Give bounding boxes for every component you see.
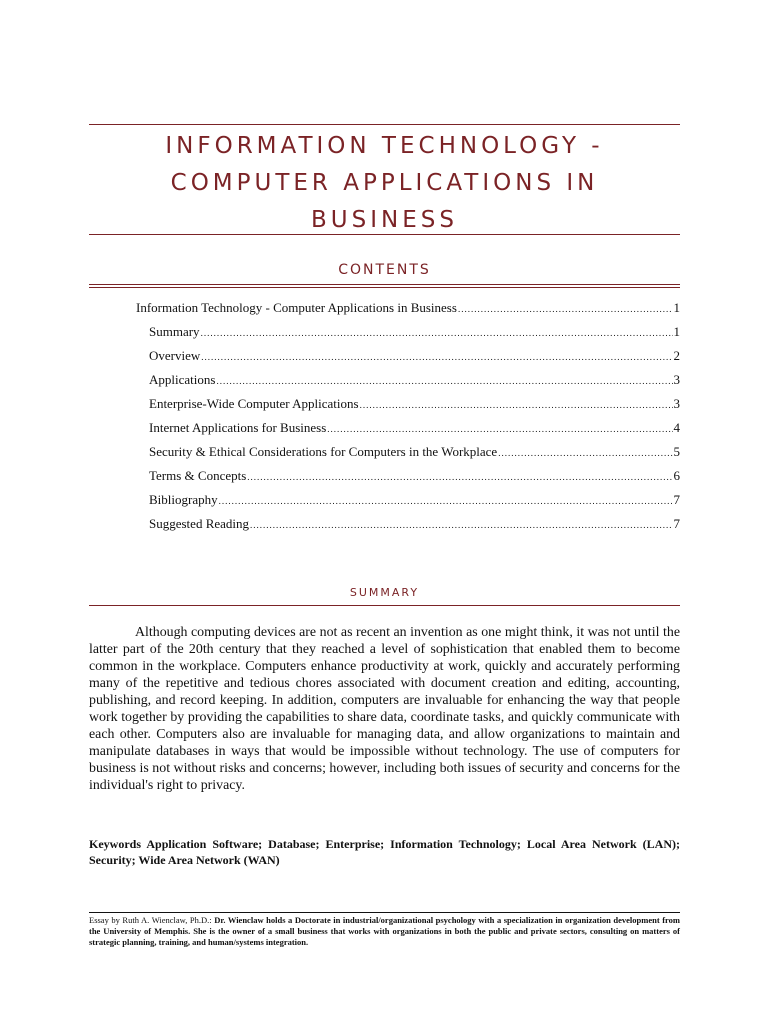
toc-entry-label: Bibliography [149,492,218,507]
summary-paragraph: Although computing devices are not as recent an invention as one might think, it was not until the latter part of the 20th century that they reached a level of sophistication that enabled them to become common in the workplace. Computers enhance productivity at work, quickly and accurately performing many of the repetitive and tedious chores associated with document creation and editing, accounting, publishing, and record keeping. In addition, computers are invaluable for enhancing the way that people work together by providing the capabilities to share data, coordinate tasks, and quickly communicate with each other. Computers also are invaluable for managing data, and allow organizations to maintain and manipulate databases in ways that would be impossible without technology. The use of computers for business is not without risks and concerns; however, including both issues of security and concerns for the individual's right to privacy. [89,625,680,793]
toc-entry-page: 3 [673,372,680,387]
toc-dot-leader [250,520,672,530]
toc-entry[interactable] [136,396,680,420]
toc-entry-label: Security & Ethical Considerations for Computers in the Workplace [149,444,498,459]
toc-entry[interactable] [136,468,680,492]
contents-rule-1 [89,284,680,285]
toc-entry[interactable] [136,348,680,372]
toc-entry[interactable] [136,444,680,468]
toc-dot-leader [498,448,672,458]
toc-entry[interactable] [136,300,680,324]
toc-entry-label: Applications [149,372,216,387]
toc-dot-leader [201,328,673,338]
title-top-rule [89,124,680,125]
toc-entry-label: Internet Applications for Business [149,420,327,435]
toc-entry-page: 2 [673,348,680,363]
toc-entry-page: 7 [673,516,680,531]
toc-entry-page: 7 [673,492,680,507]
toc-entry-page: 4 [673,420,680,435]
footnote-author-bio: Dr. Wienclaw holds a Doctorate in industrial/organizational psychology with a specialization in organization development from the University of Memphis. She is the owner of a small business that works with organizations in both the public and private sectors, consulting on matters of strategic planning, training, and human/systems integration. [89,915,680,947]
summary-rule [89,605,680,606]
toc-entry-label: Summary [149,324,200,339]
author-footnote [89,915,680,948]
toc-entry-page: 6 [673,468,680,483]
toc-entry[interactable] [136,420,680,444]
toc-dot-leader [458,304,673,314]
toc-entry[interactable] [136,492,680,516]
toc-entry[interactable] [136,372,680,396]
toc-entry-label: Overview [149,348,201,363]
toc-entry-label: Terms & Concepts [149,468,247,483]
document-title [89,128,680,239]
toc-dot-leader [360,400,673,410]
toc-entry-label: Enterprise-Wide Computer Applications [149,396,359,411]
title-bottom-rule [89,234,680,235]
footnote-author-lead: Essay by Ruth A. Wienclaw, Ph.D.: [89,915,212,925]
contents-heading: CONTENTS [338,262,431,278]
toc-entry-page: 5 [673,444,680,459]
toc-dot-leader [219,496,673,506]
title-line-2: COMPUTER APPLICATIONS IN [170,170,599,196]
toc-entry-page: 3 [673,396,680,411]
title-line-3: BUSINESS [311,207,458,233]
toc-dot-leader [327,424,672,434]
toc-entry-page: 1 [673,324,680,339]
title-line-1: INFORMATION TECHNOLOGY - [165,133,604,159]
toc-entry-label: Information Technology - Computer Applications in Business [136,300,457,315]
toc-entry-page: 1 [673,300,680,315]
toc-dot-leader [201,352,672,362]
contents-rule-2 [89,287,680,288]
summary-heading: SUMMARY [349,586,420,599]
keywords-paragraph: Keywords Application Software; Database; Enterprise; Information Technology; Local Area Network (LAN); Security; Wide Area Network (WAN) [89,837,680,867]
toc-dot-leader [216,376,672,386]
toc-dot-leader [247,472,672,482]
toc-entry-label: Suggested Reading [149,516,250,531]
toc-entry[interactable] [136,516,680,540]
footnote-rule [89,912,680,913]
toc-entry[interactable] [136,324,680,348]
table-of-contents [136,300,680,540]
